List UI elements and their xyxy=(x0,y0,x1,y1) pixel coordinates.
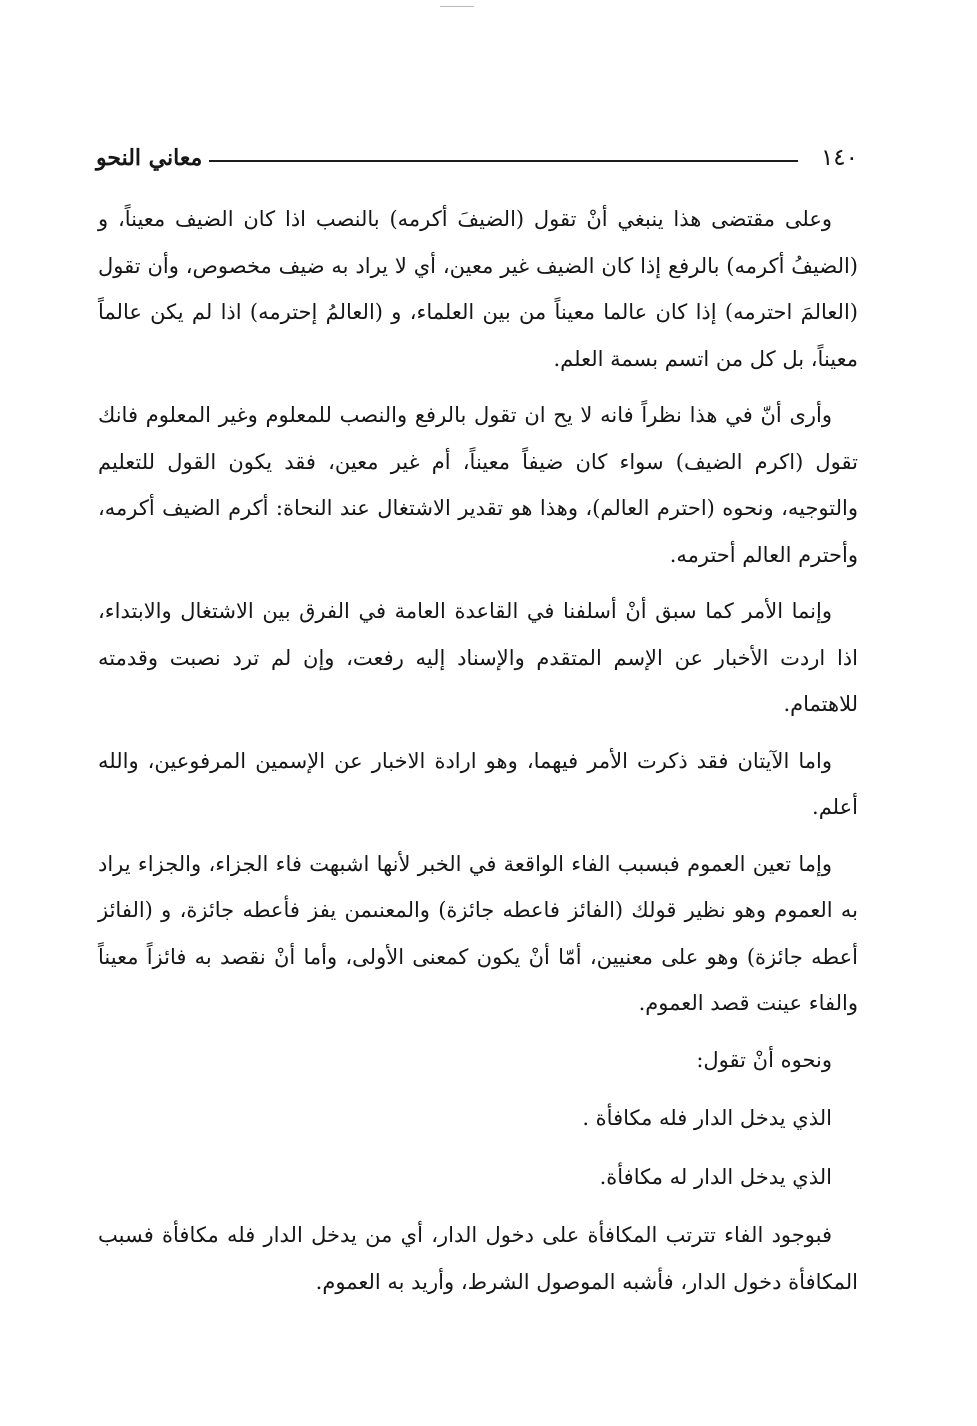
paragraph-4: واما الآيتان فقد ذكرت الأمر فيهما، وهو ارادة الاخبار عن الإسمين المرفوعين، والله أعلم. xyxy=(98,748,858,819)
book-title: معاني النحو xyxy=(96,145,203,171)
paragraph-conclusion: فبوجود الفاء تترتب المكافأة على دخول الدار، أي من يدخل الدار فله مكافأة فسبب المكافأة دخول الدار، فأشبه الموصول الشرط، وأريد به العموم. xyxy=(98,1223,858,1294)
page-body xyxy=(98,196,858,1315)
page-top-mark xyxy=(440,6,474,7)
example-with-fa: الذي يدخل الدار فله مكافأة . xyxy=(582,1106,832,1130)
page-number: ١٤٠ xyxy=(820,145,858,171)
paragraph-5: وإما تعين العموم فبسبب الفاء الواقعة في الخبر لأنها اشبهت فاء الجزاء، والجزاء يراد به العموم وهو نظير قولك (الفائز فاعطه جائزة) والمعنىمن يفز فأعطه جائزة، و (الفائز أعطه جائزة) وهو على معنيين، أمّا أنْ يكون كمعنى الأولى، وأما أنْ نقصد به فائزاً معيناً والفاء عينت قصد العموم. xyxy=(98,851,858,1015)
page-header xyxy=(96,138,858,178)
example-intro: ونحوه أنْ تقول: xyxy=(696,1047,832,1072)
paragraph-2: وأرى أنّ في هذا نظراً فانه لا يح ان تقول بالرفع والنصب للمعلوم وغير المعلوم فانك تقول (اكرم الضيف) سواء كان ضيفاً معيناً، أم غير معين، فقد يكون القول للتعليم والتوجيه، ونحوه (احترم العالم)، وهذا هو تقدير الاشتغال عند النحاة: أكرم الضيف أكرمه، وأحترم العالم أحترمه. xyxy=(98,403,858,567)
paragraph-1: وعلى مقتضى هذا ينبغي أنْ تقول (الضيفَ أكرمه) بالنصب اذا كان الضيف معيناً، و (الضيفُ أكرمه) بالرفع إذا كان الضيف غير معين، أي لا يراد به ضيف مخصوص، وأن تقول (العالمَ احترمه) إذا كان عالما معيناً من بين العلماء، و (العالمُ إحترمه) اذا لم يكن عالماً معيناً، بل كل من اتسم بسمة العلم. xyxy=(98,207,858,371)
paragraph-3: وإنما الأمر كما سبق أنْ أسلفنا في القاعدة العامة في الفرق بين الاشتغال والابتداء، اذا اردت الأخبار عن الإسم المتقدم والإسناد إليه رفعت، وإن لم ترد نصبت وقدمته للاهتمام. xyxy=(98,599,858,716)
header-rule xyxy=(209,160,798,162)
example-without-fa: الذي يدخل الدار له مكافأة. xyxy=(599,1164,832,1189)
